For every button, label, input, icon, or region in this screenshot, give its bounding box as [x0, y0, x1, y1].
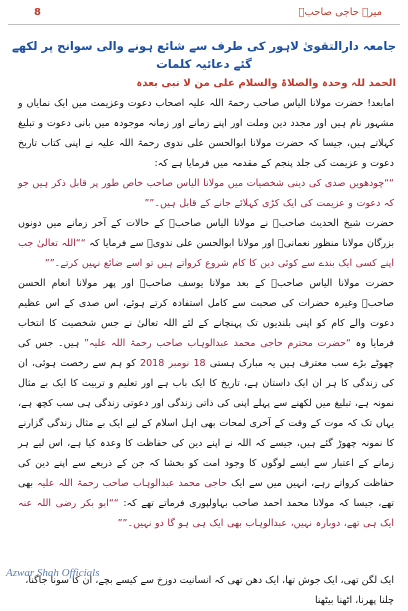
- paragraph-4: ایک لگن تھی، ایک جوش تھا، ایک دھن تھی کہ انسانیت دوزخ سے کیسے بچے، ان کا سونا جاگنا، چلنا پھرنا، اٹھنا بیٹھنا: [25, 575, 394, 606]
- running-title: میرے حاجی صاحبؒ: [298, 7, 382, 18]
- paragraph-3-text-c: کو ہم سے رخصت ہوئی، ان کی زندگی کا ہر ان ایک داستان ہے، تاریخ کا ایک باب ہے اور تعلیم و تربیت کا ایک بے مثال نمونہ ہے، تبلیغ میں لکھنے سے پہلے اپنی کی ذاتی زندگی اور دعوتی زندگی ہی سب کچھ ہے، یہاں تک کہ موت کے وقت کے آخری لمحات بھی اہل اسلام کے لیے ایک بے مثال زندگی گزارنے کا نمونہ چھوڑ گئے ہیں، جیسے کہ اللہ نے اپنے دین کی حفاظت کا وعدہ کیا ہے، اس لیے ہر زمانے کے اعتبار سے ایسے لوگوں کا وجود امت کو بخشا کہ جن کے ذریعے سے اپنے دین کی حفاظت کرواتے رہے، انہیں میں سے ایک: [18, 358, 394, 489]
- paragraph-2: [18, 214, 394, 274]
- quote-2: ““اللہ تعالیٰ جب اپنے کسی ایک بندے سے کوئی دین کا کام شروع کرواتے ہیں تو اسے ضائع نہیں کرتے۔””: [18, 238, 394, 269]
- paragraph-2-text: حضرت شیخ الحدیث صاحبؒ نے مولانا الیاس صاحبؒ کے حالات کے آخر زمانے میں دونوں بزرگان مولانا منظور نعمانیؒ اور مولانا ابوالحسن علی ندویؒ سے فرمایا کہ: [18, 218, 395, 249]
- paragraph-3: [18, 274, 394, 534]
- quote-1: ““چودھویں صدی کی دینی شخصیات میں مولانا الیاس صاحب خاص طور پر قابل ذکر ہیں جو کہ دعوت و عزیمت کی ایک کڑی کہلائے جانے کے قابل ہیں۔””: [18, 178, 394, 209]
- invocation-line: الحمد للہ وحدہ والصلاۃ والسلام علی من لا نبی بعدہ: [136, 78, 396, 89]
- highlighted-date: 18 نومبر 2018: [140, 358, 206, 369]
- highlighted-name-2: حاجی محمد عبدالوہاب صاحب رحمۃ اللہ علیہ: [37, 478, 228, 489]
- page-number: 8: [34, 7, 41, 18]
- paragraph-3-text-a: حضرت مولانا الیاس صاحبؒ کے بعد مولانا یوسف صاحبؒ اور پھر مولانا انعام الحسن صاحبؒ وغیرہ حضرات کی صحبت سے کامل استفادہ کرتے ہوئے، اس صدی کے اس عظیم دعوت والے کام کو اپنی بلندیوں تک پہنچانے کے لئے اللہ تعالیٰ نے جس شخصیت کا انتخاب فرمایا وہ: [18, 278, 394, 349]
- body-text: [18, 94, 394, 534]
- page-header: [8, 6, 400, 25]
- chapter-title: جامعہ دارالتقویٰ لاہور کی طرف سے شائع ہونے والی سوانح پر لکھے گئے دعائیہ کلمات: [11, 39, 397, 71]
- watermark: Azwar Shah Officials: [6, 567, 100, 579]
- paragraph-3-text-b: ہیں۔ جس کی چھوٹے بڑے سب معترف ہیں یہ مبارک ہستی: [18, 338, 394, 369]
- paragraph-1: [18, 94, 394, 174]
- paragraph-3-text-d: بھی تھے، جیسا کہ مولانا محمد احمد صاحب بہاولپوری فرماتے تھے کہ:: [18, 478, 394, 509]
- quote-3: ““ابو بکر رضی اللہ عنہ ایک ہی تھے، دوبارہ نہیں، عبدالوہاب بھی ایک ہی ہو گا دو نہیں۔””: [18, 498, 394, 529]
- highlighted-name: “حضرت محترم حاجی محمد عبدالوہاب صاحب رحمۃ اللہ علیہ”: [84, 338, 351, 349]
- paragraph-1-text: امابعد! حضرت مولانا الیاس صاحب رحمۃ اللہ علیہ اصحاب دعوت وعزیمت میں ایک نمایاں و مشہور نام ہیں اور مجدد دین وملت اور اپنے زمانے اور زمانہ موجودہ میں بانی دعوت و تبلیغ کہلاتے ہیں، جیسا کہ حضرت مولانا ابوالحسن علی ندوی رحمۃ اللہ علیہ نے اپنی کتاب تاریخ دعوت و عزیمت کی جلد پنجم کے مقدمہ میں فرمایا ہے کہ:: [18, 98, 394, 169]
